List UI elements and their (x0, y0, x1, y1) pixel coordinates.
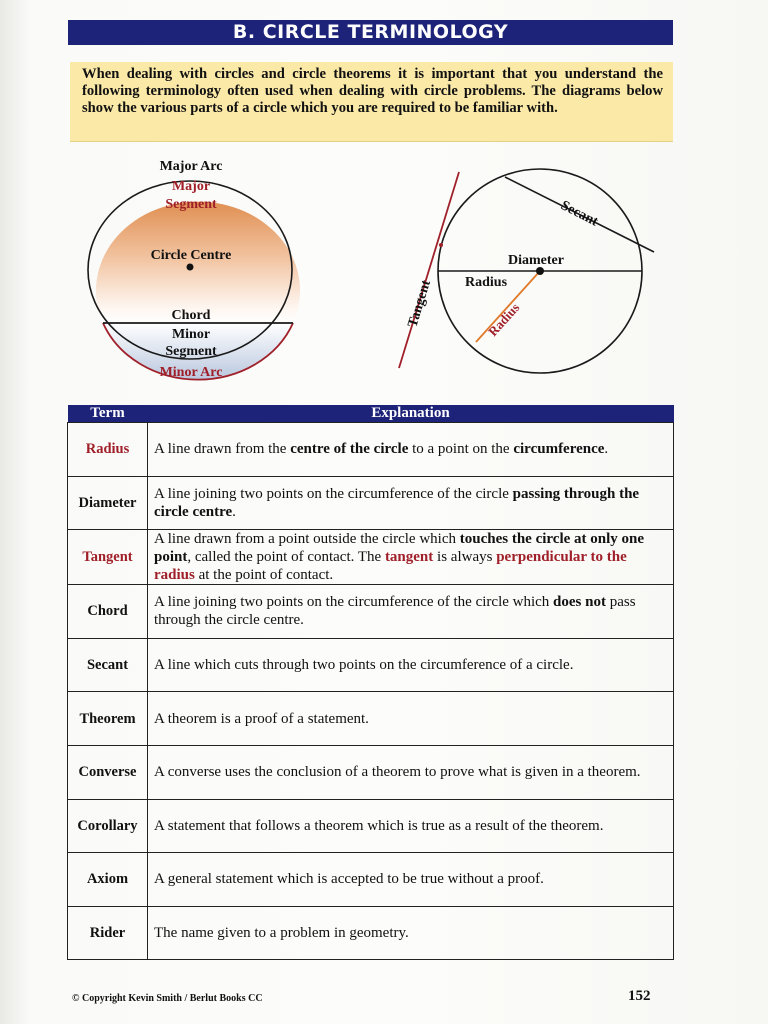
term-cell: Converse (68, 745, 148, 799)
term-cell: Radius (68, 423, 148, 477)
explanation-cell: A statement that follows a theorem which is true as a result of the theorem. (148, 799, 674, 853)
tangent-line (399, 172, 459, 368)
secant-label: Secant (558, 198, 601, 230)
circle-centre-dot (187, 264, 194, 271)
term-cell: Rider (68, 906, 148, 960)
circle-centre-label: Circle Centre (150, 248, 232, 263)
section-title-banner: B. CIRCLE TERMINOLOGY (68, 20, 673, 45)
minor-arc-label: Minor Arc (159, 365, 223, 380)
explanation-column-header: Explanation (148, 405, 674, 423)
table-row (68, 692, 674, 746)
term-cell: Axiom (68, 853, 148, 907)
explanation-cell: A general statement which is accepted to be true without a proof. (148, 853, 674, 907)
table-row (68, 585, 674, 639)
explanation-cell: A line drawn from the centre of the circle to a point on the circumference. (148, 423, 674, 477)
term-cell: Tangent (68, 530, 148, 585)
intro-paragraph: When dealing with circles and circle theorems it is important that you understand the following terminology often used when dealing with circle problems. The diagrams below show the various parts of a circle which you are required to be familiar with. (70, 62, 673, 142)
table-row (68, 853, 674, 907)
table-row (68, 745, 674, 799)
tangent-label: Tangent (405, 278, 435, 330)
radius-horizontal-label: Radius (465, 275, 508, 290)
term-column-header: Term (68, 405, 148, 423)
explanation-cell: A line drawn from a point outside the circle which touches the circle at only one point, called the point of contact. The tangent is always perpendicular to the radius at the point of contact. (148, 530, 674, 585)
term-cell: Corollary (68, 799, 148, 853)
explanation-cell: The name given to a problem in geometry. (148, 906, 674, 960)
table-row (68, 423, 674, 477)
table-row (68, 476, 674, 530)
radius-diagonal-label: Radius (485, 299, 523, 340)
term-cell: Secant (68, 638, 148, 692)
page-number: 152 (628, 988, 651, 1004)
explanation-cell: A line joining two points on the circumference of the circle passing through the circle centre. (148, 476, 674, 530)
chord-label: Chord (171, 308, 211, 323)
major-arc-label: Major Arc (159, 159, 223, 174)
explanation-cell: A theorem is a proof of a statement. (148, 692, 674, 746)
table-row (68, 906, 674, 960)
diameter-label: Diameter (508, 253, 564, 268)
term-cell: Chord (68, 585, 148, 639)
table-header-row (68, 405, 674, 423)
explanation-cell: A line joining two points on the circumference of the circle which does not pass through the circle centre. (148, 585, 674, 639)
term-cell: Diameter (68, 476, 148, 530)
right-circle-diagram (399, 169, 654, 373)
circle-diagrams (60, 150, 680, 390)
table-row (68, 530, 674, 585)
terminology-table (67, 405, 674, 960)
major-segment-label-line2: Segment (165, 197, 217, 212)
copyright-notice: © Copyright Kevin Smith / Berlut Books CC (72, 993, 263, 1004)
explanation-cell: A converse uses the conclusion of a theorem to prove what is given in a theorem. (148, 745, 674, 799)
minor-segment-label-line2: Segment (165, 344, 217, 359)
table-row (68, 799, 674, 853)
left-circle-diagram (88, 159, 300, 380)
minor-segment-label-line1: Minor (171, 327, 211, 342)
term-cell: Theorem (68, 692, 148, 746)
tangent-contact-point (439, 243, 443, 247)
explanation-cell: A line which cuts through two points on the circumference of a circle. (148, 638, 674, 692)
diameter-centre-dot (536, 267, 544, 275)
major-segment-label-line1: Major (171, 179, 211, 194)
table-row (68, 638, 674, 692)
